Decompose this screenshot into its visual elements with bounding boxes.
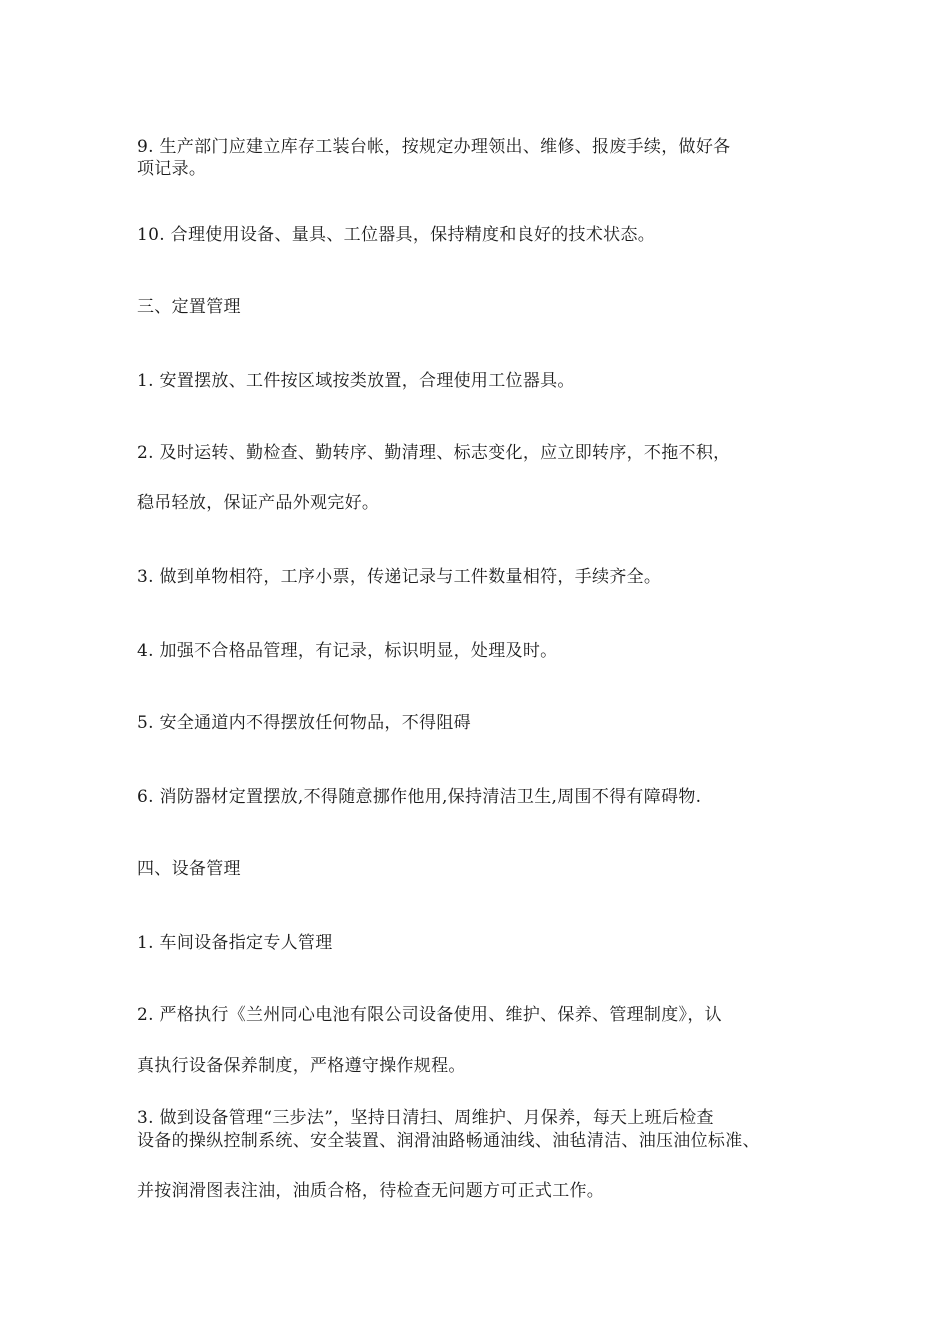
sec3-item-6: 6. 消防器材定置摆放,不得随意挪作他用,保持清洁卫生,周围不得有障碍物. [137, 787, 702, 807]
sec3-item-5: 5. 安全通道内不得摆放任何物品，不得阻碍 [137, 713, 471, 733]
sec4-item-2-line-1: 2. 严格执行《兰州同心电池有限公司设备使用、维护、保养、管理制度》，认 [137, 1005, 722, 1025]
item-9-line-1: 9. 生产部门应建立库存工装台帐，按规定办理领出、维修、报废手续，做好各 [137, 137, 731, 157]
sec4-item-1: 1. 车间设备指定专人管理 [137, 933, 333, 953]
sec4-item-3-line-1: 3. 做到设备管理“三步法”，坚持日清扫、周维护、月保养，每天上班后检查 [137, 1108, 714, 1128]
item-9-line-2: 项记录。 [137, 159, 207, 179]
sec4-item-3-line-3: 并按润滑图表注油，油质合格，待检查无问题方可正式工作。 [137, 1181, 605, 1201]
sec3-item-2-line-2: 稳吊轻放，保证产品外观完好。 [137, 493, 380, 513]
sec3-item-4: 4. 加强不合格品管理，有记录，标识明显，处理及时。 [137, 641, 558, 661]
item-10: 10. 合理使用设备、量具、工位器具，保持精度和良好的技术状态。 [137, 225, 656, 245]
section-heading-4: 四、设备管理 [137, 859, 241, 879]
sec4-item-2-line-2: 真执行设备保养制度，严格遵守操作规程。 [137, 1056, 466, 1076]
sec3-item-2-line-1: 2. 及时运转、勤检查、勤转序、勤清理、标志变化，应立即转序，不拖不积， [137, 443, 731, 463]
sec3-item-3: 3. 做到单物相符，工序小票，传递记录与工件数量相符，手续齐全。 [137, 567, 662, 587]
sec3-item-1: 1. 安置摆放、工件按区域按类放置，合理使用工位器具。 [137, 371, 575, 391]
section-heading-3: 三、定置管理 [137, 297, 241, 317]
sec4-item-3-line-2: 设备的操纵控制系统、安全装置、润滑油路畅通油线、油毡清洁、油压油位标准、 [137, 1131, 760, 1151]
